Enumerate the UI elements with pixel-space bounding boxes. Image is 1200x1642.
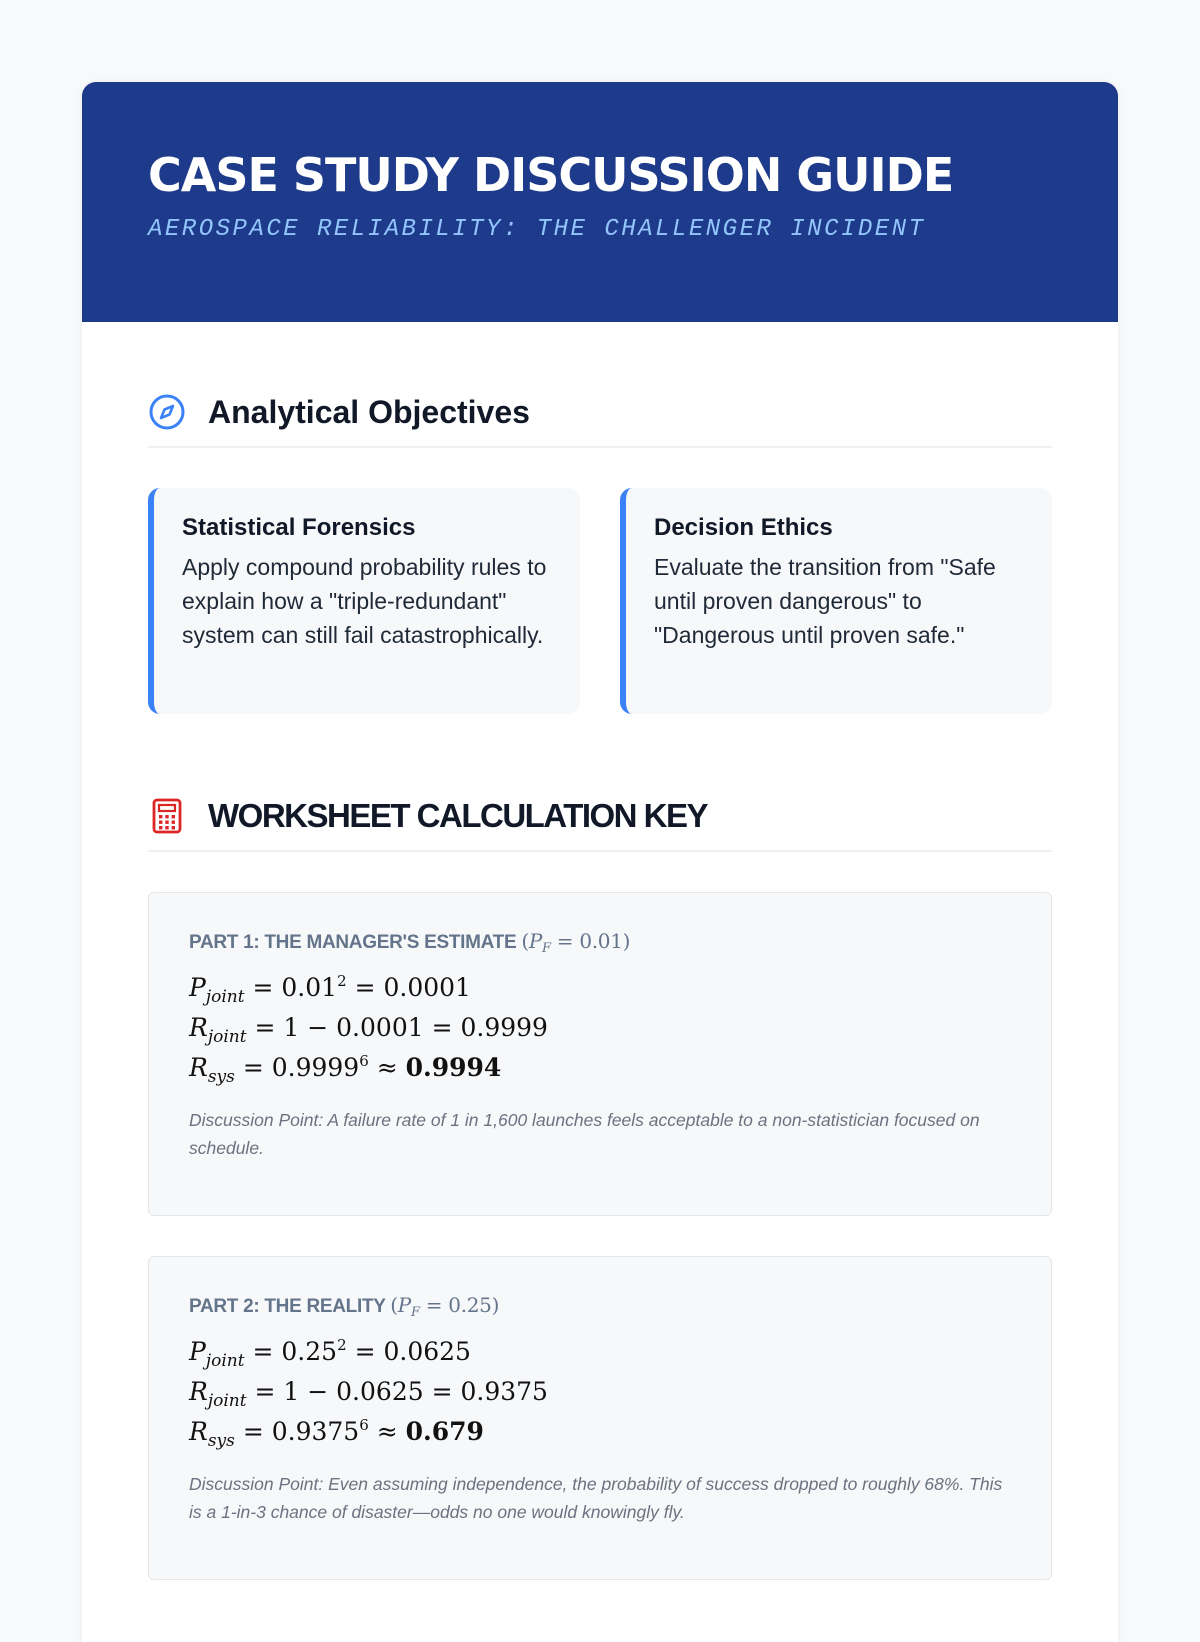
part-pf: $(P_F = 0.25)$ (390, 1293, 500, 1320)
equation-r-joint: $R_{joint} = 1 - 0.0625 = 0.9375$ (189, 1377, 548, 1411)
equation-p-joint: $P_{joint} = 0.01^2 = 0.0001$ (189, 972, 471, 1007)
pf-value: 0.01 (579, 929, 623, 953)
objective-body: Evaluate the transition from "Safe until proven dangerous" to "Dangerous until proven safe." (654, 554, 996, 648)
calc-key-title: WORKSHEET CALCULATION KEY (208, 797, 708, 834)
part-pf: $(P_F = 0.01)$ (521, 929, 631, 956)
part-label-text: PART 1: THE MANAGER'S ESTIMATE (189, 932, 517, 953)
discussion-point: Discussion Point: A failure rate of 1 in 1,600 launches feels acceptable to a non-statistician focused on schedule. (189, 1110, 980, 1158)
equation-list (189, 1332, 1011, 1452)
objective-card (148, 488, 580, 714)
objectives-title: Analytical Objectives (208, 393, 530, 430)
pf-value: 0.25 (448, 1293, 492, 1317)
calc-part-1 (148, 892, 1052, 1216)
calculator-icon (148, 796, 188, 836)
part-label (189, 1293, 1011, 1320)
objectives-list (148, 488, 1052, 714)
equation-r-joint: $R_{joint} = 1 - 0.0001 = 0.9999$ (189, 1013, 548, 1047)
calc-part-2 (148, 1256, 1052, 1580)
equation-r-sys: $R_{sys} = 0.9375^6 \approx 0.679$ (189, 1416, 484, 1451)
equation-p-joint: $P_{joint} = 0.25^2 = 0.0625$ (189, 1336, 471, 1371)
objectives-header (148, 388, 1052, 448)
objective-title: Decision Ethics (654, 514, 833, 541)
part-label (189, 929, 1011, 956)
objective-title: Statistical Forensics (182, 514, 416, 541)
header-banner (82, 82, 1118, 322)
equation-r-sys: $R_{sys} = 0.9999^6 \approx 0.9994$ (189, 1052, 502, 1087)
discussion-point: Discussion Point: Even assuming independence, the probability of success dropped to roughly 68%. This is a 1-in-3 chance of disaster—odds no one would knowingly fly. (189, 1474, 1003, 1522)
page-title: CASE STUDY DISCUSSION GUIDE (148, 148, 954, 202)
guide-card (82, 82, 1118, 1642)
calc-key-header (148, 792, 1052, 852)
equation-list (189, 968, 1011, 1088)
objective-body: Apply compound probability rules to explain how a "triple-redundant" system can still fail catastrophically. (182, 554, 547, 648)
objective-card (620, 488, 1052, 714)
page-subtitle: AEROSPACE RELIABILITY: THE CHALLENGER INCIDENT (148, 216, 926, 243)
compass-icon (148, 392, 188, 432)
part-label-text: PART 2: THE REALITY (189, 1296, 386, 1317)
